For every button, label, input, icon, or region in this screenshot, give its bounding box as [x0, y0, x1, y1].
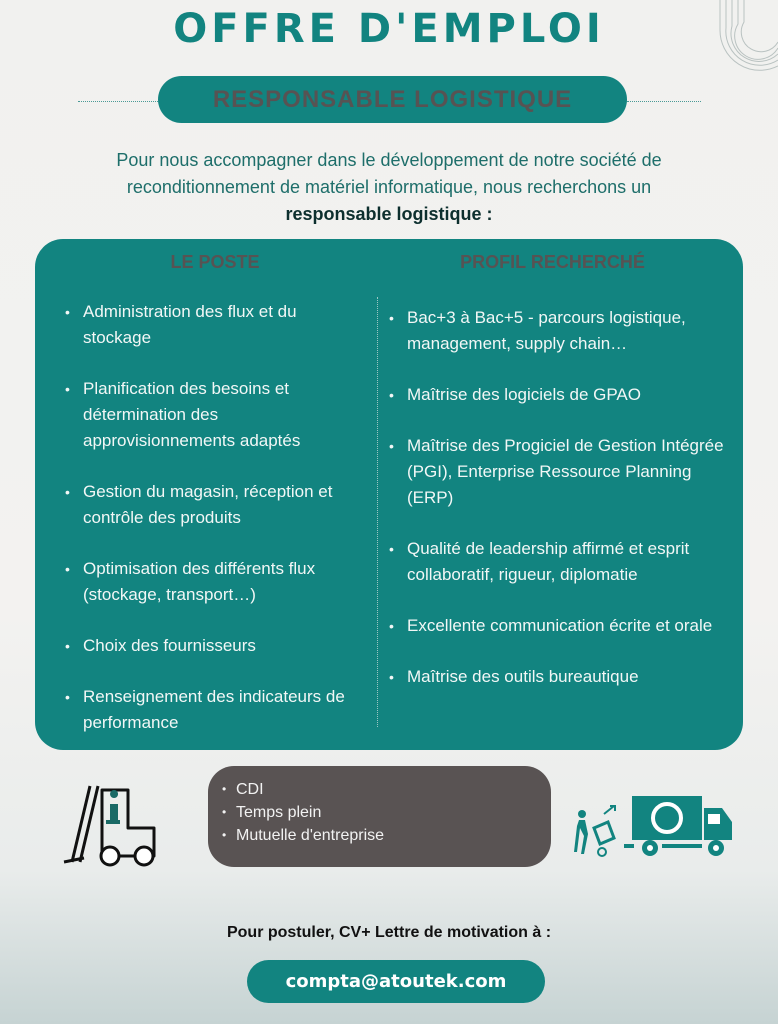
list-item: • Planification des besoins et détermination des approvisionnements adaptés [65, 376, 365, 454]
benefits-list [222, 778, 384, 847]
apply-label: Pour postuler, CV+ Lettre de motivation à : [226, 924, 552, 941]
profil-heading: PROFIL RECHERCHÉ [460, 252, 645, 272]
list-item: • Renseignement des indicateurs de performance [65, 684, 365, 736]
intro-paragraph [60, 147, 718, 228]
list-item: • Maîtrise des outils bureautique [389, 664, 729, 690]
list-item: • CDI [222, 778, 384, 801]
subtitle-left-line [78, 101, 158, 103]
poste-heading: LE POSTE [170, 252, 260, 272]
profil-list [389, 305, 729, 715]
list-item: • Optimisation des différents flux (stockage, transport…) [65, 556, 365, 608]
list-item: • Maîtrise des Progiciel de Gestion Intégrée (PGI), Enterprise Ressource Planning (ERP) [389, 433, 729, 511]
job-title-banner: RESPONSABLE LOGISTIQUE [158, 76, 627, 123]
list-item: • Excellente communication écrite et orale [389, 613, 729, 639]
details-card [35, 239, 743, 750]
list-item: • Administration des flux et du stockage [65, 299, 365, 351]
list-item: • Gestion du magasin, réception et contrôle des produits [65, 479, 365, 531]
benefits-box [208, 766, 551, 867]
delivery-truck-icon [574, 792, 736, 862]
list-item: • Bac+3 à Bac+5 - parcours logistique, management, supply chain… [389, 305, 729, 357]
page-title: OFFRE D'EMPLOI [173, 6, 605, 52]
poste-list [65, 299, 365, 761]
list-item: • Qualité de leadership affirmé et esprit collaboratif, rigueur, diplomatie [389, 536, 729, 588]
list-item: • Choix des fournisseurs [65, 633, 365, 659]
intro-text: Pour nous accompagner dans le développement de notre société de reconditionnement de matériel informatique, nous recherchons un [116, 150, 662, 197]
list-item: • Maîtrise des logiciels de GPAO [389, 382, 729, 408]
intro-bold: responsable logistique : [285, 204, 493, 224]
email-contact-button[interactable]: compta@atoutek.com [247, 960, 545, 1003]
column-divider [377, 297, 378, 727]
list-item: • Mutuelle d'entreprise [222, 824, 384, 847]
subtitle-right-line [627, 101, 701, 103]
forklift-icon [62, 780, 162, 870]
list-item: • Temps plein [222, 801, 384, 824]
